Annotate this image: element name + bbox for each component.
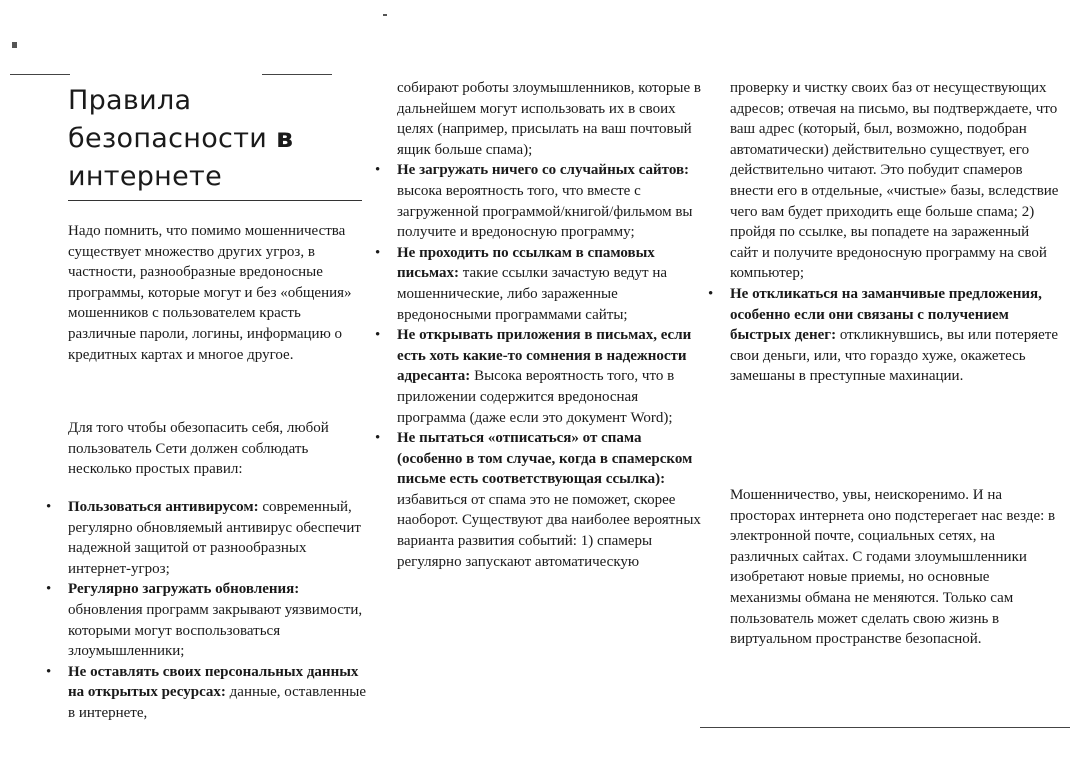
scan-artifact-line <box>700 727 1070 728</box>
title-line-3: интернете <box>68 161 222 192</box>
rule-item <box>708 284 1060 387</box>
rule-text: высока вероятность того, что вместе с загруженной программой/книгой/фильмом вы получите и вредоносную программу; <box>397 182 693 241</box>
bullet-icon: • <box>375 327 381 344</box>
bullet-icon: • <box>708 285 714 302</box>
rule-heading: Не пытаться «отписаться» от спама (особенно в том случае, когда в спамерском письме есть соответствующая ссылка): <box>397 430 693 488</box>
intro-paragraph-1: Надо помнить, что помимо мошенничества существует множество других угроз, в частности, разнообразные вредоносные программы, которые могут и без «общения» мошенников с пользователем красть различные пароли, логины, информацию о кредитных картах и многое другое. <box>68 223 352 363</box>
scan-artifact-line <box>10 74 70 75</box>
rule-heading: Не загружать ничего со случайных сайтов: <box>397 162 690 179</box>
rule-heading: Не открывать приложения в письмах, если есть хоть какие-то сомнения в надежности адресанта: <box>397 327 692 385</box>
bullet-icon: • <box>46 499 52 515</box>
rule-item <box>375 243 702 325</box>
rule-heading: Пользоваться антивирусом: <box>68 499 259 515</box>
bullet-icon: • <box>375 430 381 447</box>
title-underline <box>68 200 362 201</box>
rule-heading: Не проходить по ссылкам в спамовых письмах: <box>397 244 655 282</box>
scan-speck <box>383 14 387 16</box>
rule-text: современный, регулярно обновляемый антивирус обеспечит надежной защитой от разнообразных интернет-угроз; <box>68 499 361 577</box>
bullet-icon: • <box>375 244 381 261</box>
rule-item <box>375 428 702 572</box>
bullet-icon: • <box>46 663 52 680</box>
page-title <box>68 82 368 196</box>
scan-speck <box>12 42 17 48</box>
rule-text: данные, оставленные в интернете, <box>68 684 366 721</box>
rule-item <box>46 662 368 724</box>
intro-paragraph-2: Для того чтобы обезопасить себя, любой пользователь Сети должен соблюдать несколько простых правил: <box>68 420 329 478</box>
title-line-2: безопасности в <box>68 123 294 154</box>
rule-item <box>375 325 702 428</box>
rule-text: откликнувшись, вы или потеряете свои деньги, или, что гораздо хуже, окажетесь замешаны в преступные махинации. <box>730 327 1058 385</box>
title-line-1: Правила <box>68 85 192 116</box>
rules-list-column-3 <box>708 78 1060 387</box>
rule-text: избавиться от спама это не поможет, скорее наоборот. Существуют два наиболее вероятных варианта развития событий: 1) спамеры регулярно запускают автоматическую <box>397 491 701 570</box>
rules-list-column-2 <box>375 78 702 572</box>
rule-text: такие ссылки зачастую ведут на мошеннические, либо зараженные вредоносными программами сайты; <box>397 265 668 323</box>
bullet-icon: • <box>46 581 52 598</box>
continuation-text: проверку и чистку своих баз от несуществующих адресов; отвечая на письмо, вы подтверждаете, что ваш адрес (который, был, возможно, подобран автоматически) действительно существует, его действительно читают. Это побудит спамеров внести его в отдельные, «чистые» базы, вследствие чего вам будет приходить еще больше спама; 2) пройдя по ссылке, вы попадете на зараженный сайт и получите вредоносную программу на свой компьютер; <box>730 80 1059 282</box>
rules-list-column-1 <box>46 497 368 724</box>
rule-heading: Не оставлять своих персональных данных на открытых ресурсах: <box>68 663 359 701</box>
continuation-text: собирают роботы злоумышленников, которые в дальнейшем могут использовать их в своих целях (например, присылать на ваш почтовый ящик больше спама); <box>397 80 701 158</box>
rule-item <box>375 160 702 242</box>
rule-text: Высока вероятность того, что в приложении содержится вредоносная программа (даже если это документ Word); <box>397 368 675 426</box>
rule-item <box>46 497 368 579</box>
rule-heading: Не откликаться на заманчивые предложения, особенно если они связаны с получением быстрых денег: <box>730 285 1042 344</box>
closing-paragraph: Мошенничество, увы, неискоренимо. И на просторах интернета оно подстерегает нас везде: в электронной почте, социальных сетях, на различных сайтах. С годами злоумышленники изобретают новые приемы, но основные механизмы обмана не меняются. Только сам пользователь может сделать свою жизнь в виртуальном пространстве безопасной. <box>730 487 1056 648</box>
rule-text: обновления программ закрывают уязвимости, которыми могут воспользоваться злоумышленники; <box>68 601 363 660</box>
scan-artifact-line <box>262 74 332 75</box>
rule-heading: Регулярно загружать обновления: <box>68 581 300 598</box>
rule-item <box>46 579 368 661</box>
bullet-icon: • <box>375 162 381 179</box>
